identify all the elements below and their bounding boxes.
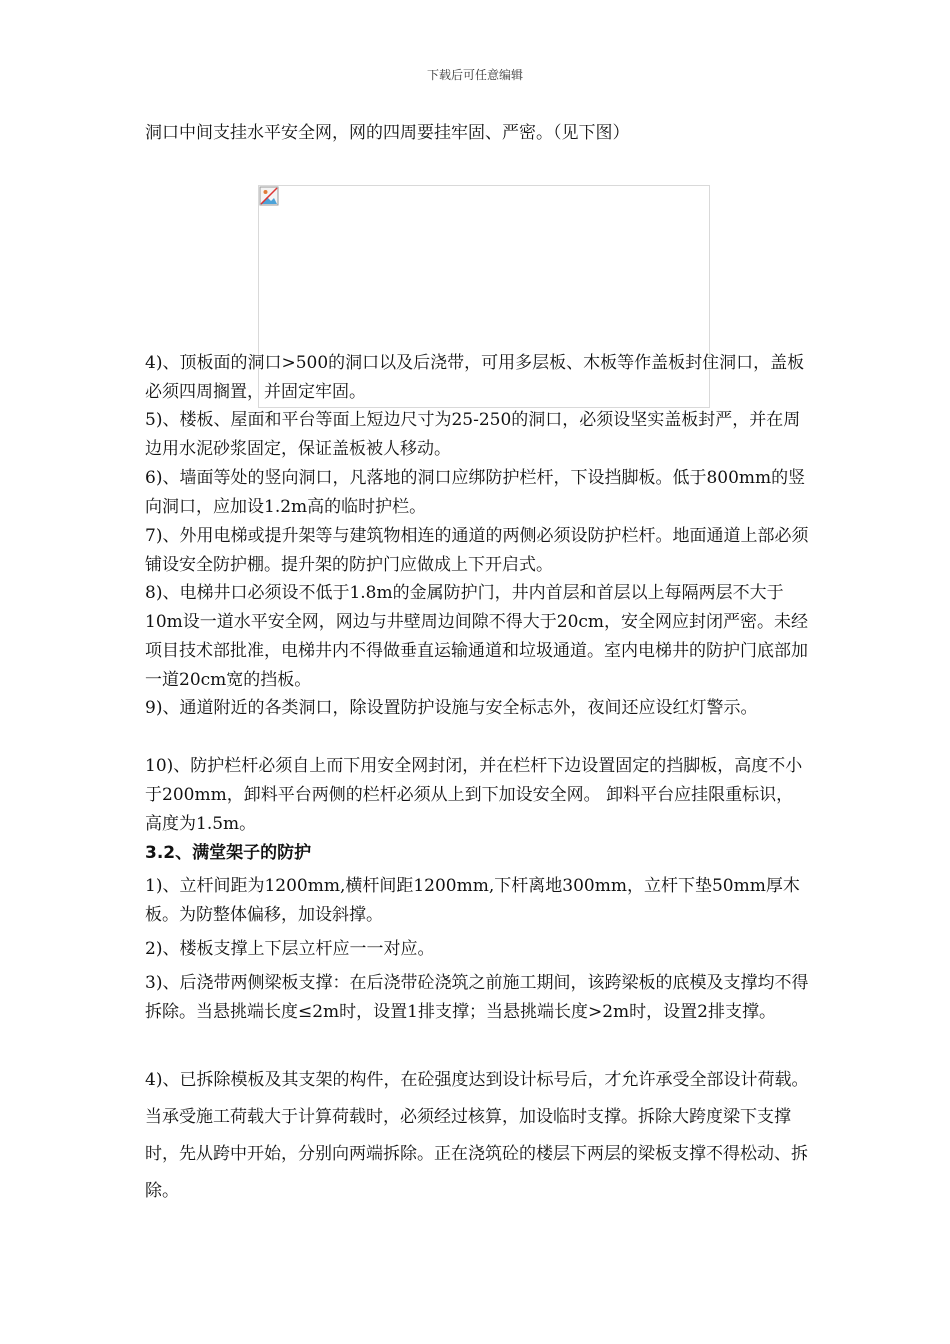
paragraph-item-10: 10)、防护栏杆必须自上而下用安全网封闭，并在栏杆下边设置固定的挡脚板，高度不小于200mm，卸料平台两侧的栏杆必须从上到下加设安全网。 卸料平台应挂限重标识，高度为1.5m。 (145, 756, 803, 834)
page-header: 下载后可任意编辑 (426, 68, 523, 82)
paragraph-item-4: 4)、顶板面的洞口>500的洞口以及后浇带，可用多层板、木板等作盖板封住洞口，盖板必须四周搁置，并固定牢固。 (145, 353, 805, 402)
paragraph-scaffold-4: 4)、已拆除模板及其支架的构件，在砼强度达到设计标号后，才允许承受全部设计荷载。当承受施工荷载大于计算荷载时，必须经过核算，加设临时支撑。拆除大跨度梁下支撑时，先从跨中开始，分别向两端拆除。正在浇筑砼的楼层下两层的梁板支撑不得松动、拆除。 (145, 1070, 809, 1201)
paragraph-scaffold-2: 2)、楼板支撑上下层立杆应一一对应。 (145, 939, 435, 959)
paragraph-item-5: 5)、楼板、屋面和平台等面上短边尺寸为25-250的洞口，必须设坚实盖板封严，并在周边用水泥砂浆固定，保证盖板被人移动。 (145, 410, 801, 459)
paragraph-scaffold-3: 3)、后浇带两侧梁板支撑：在后浇带砼浇筑之前施工期间，该跨梁板的底模及支撑均不得拆除。当悬挑端长度≤2m时，设置1排支撑；当悬挑端长度>2m时，设置2排支撑。 (145, 973, 809, 1022)
paragraph-intro: 洞口中间支挂水平安全网，网的四周要挂牢固、严密。（见下图） (145, 123, 630, 143)
paragraph-item-8: 8)、电梯井口必须设不低于1.8m的金属防护门，井内首层和首层以上每隔两层不大于10m设一道水平安全网，网边与井壁周边间隙不得大于20cm，安全网应封闭严密。未经项目技术部批准，电梯井内不得做垂直运输通道和垃圾通道。室内电梯井的防护门底部加一道20cm宽的挡板。 (145, 583, 809, 690)
broken-image-icon (259, 186, 279, 206)
paragraph-item-6: 6)、墙面等处的竖向洞口，凡落地的洞口应绑防护栏杆，下设挡脚板。低于800mm的竖向洞口，应加设1.2m高的临时护栏。 (145, 468, 806, 517)
section-heading: 3.2、满堂架子的防护 (145, 843, 312, 863)
paragraph-item-9: 9)、通道附近的各类洞口，除设置防护设施与安全标志外，夜间还应设红灯警示。 (145, 698, 758, 718)
paragraph-item-7: 7)、外用电梯或提升架等与建筑物相连的通道的两侧必须设防护栏杆。地面通道上部必须铺设安全防护棚。提升架的防护门应做成上下开启式。 (145, 526, 809, 575)
paragraph-scaffold-1: 1)、立杆间距为1200mm,横杆间距1200mm,下杆离地300mm，立杆下垫50mm厚木板。为防整体偏移，加设斜撑。 (145, 876, 800, 925)
